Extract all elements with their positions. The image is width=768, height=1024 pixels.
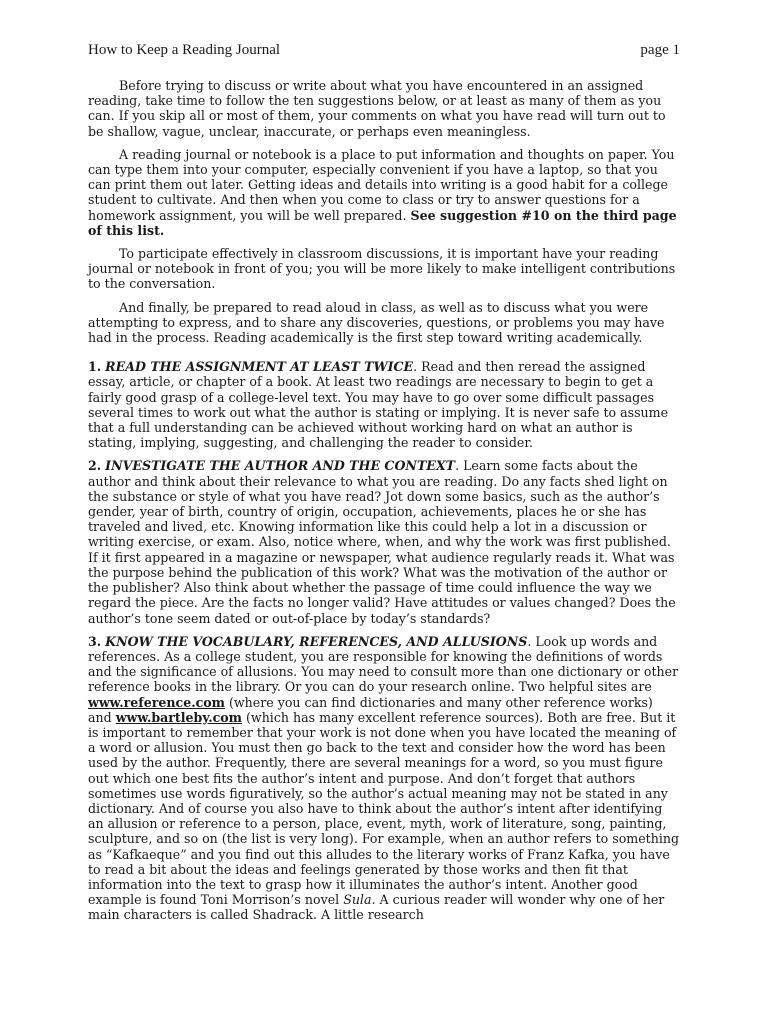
reference-link[interactable]: www.reference.com xyxy=(88,694,225,710)
intro-paragraph-2 xyxy=(88,147,680,238)
suggestion-1 xyxy=(88,359,680,450)
document-title: How to Keep a Reading Journal xyxy=(88,42,281,58)
bartleby-link[interactable]: www.bartleby.com xyxy=(115,709,242,725)
document-page xyxy=(88,40,680,931)
suggestion-3-body-3: (which has many excellent reference sources). Both are free. But it is important to remember that your work is not done when you have located the meaning of a word or allusion. You must then go back to the text and consider how the word has been used by the author. Frequently, there are several meanings for a word, so you must figure out which one best fits the author’s intent and purpose. And don’t forget that authors sometimes use words figuratively, so the author’s actual meaning may not be stated in any dictionary. And of course you also have to think about the author’s intent after identifying an allusion or reference to a person, place, event, myth, work of literature, song, painting, sculpture, and so on (the list is very long). For example, when an author refers to something as “Kafkaeque” and you find out this alludes to the literary works of Franz Kafka, you have to read a bit about the ideas and feelings generated by those works and then fit that information into the text to grasp how it illuminates the author’s intent. Another good example is found Toni Morrison’s novel xyxy=(88,709,680,908)
suggestion-1-body: . Read and then reread the assigned essay, article, or chapter of a book. At least two readings are necessary to begin to get a fairly good grasp of a college-level text. You may have to go over some difficult passages several times to work out what the author is stating or implying. It is never safe to assume that a full understanding can be achieved without working hard on what an author is stating, implying, suggesting, and challenging the reader to consider. xyxy=(88,359,669,451)
intro-paragraph-2-text: A reading journal or notebook is a place to put information and thoughts on paper. You can type them into your computer, especially convenient if you have a laptop, so that you can print them out later. Getting ideas and details into writing is a good habit for a college student to cultivate. And then when you come to class or try to answer questions for a homework assignment, you will be well prepared. xyxy=(88,146,675,223)
document-body xyxy=(88,78,680,923)
suggestion-3-number: 3. xyxy=(88,633,102,649)
suggestion-3-body-1: . Look up words and references. As a college student, you are responsible for knowing the definitions of words and the significance of allusions. You may need to consult more than one dictionary or other reference books in the library. Or you can do your research online. Two helpful sites are xyxy=(88,633,679,695)
suggestion-3-heading: KNOW THE VOCABULARY, REFERENCES, AND ALLUSIONS xyxy=(105,633,528,649)
intro-paragraph-4: And finally, be prepared to read aloud in class, as well as to discuss what you were attempting to express, and to share any discoveries, questions, or problems you may have had in the process. Reading academically is the first step toward writing academically. xyxy=(88,299,665,346)
suggestion-3-body-4: . A curious reader will wonder why one of her main characters is called Shadrack. A little research xyxy=(88,892,665,923)
suggestion-2 xyxy=(88,458,680,625)
intro-paragraph-1: Before trying to discuss or write about what you have encountered in an assigned reading, take time to follow the ten suggestions below, or at least as many of them as you can. If you skip all or most of them, your comments on what you have read will turn out to be shallow, vague, unclear, inaccurate, or perhaps even meaningless. xyxy=(88,78,666,139)
page-header xyxy=(88,40,680,60)
suggestion-3-body-2: (where you can find dictionaries and many other reference works) and xyxy=(88,694,653,725)
suggestion-2-heading: INVESTIGATE THE AUTHOR AND THE CONTEXT xyxy=(105,458,456,474)
sula-title: Sula xyxy=(343,892,372,908)
suggestion-1-number: 1. xyxy=(88,359,102,375)
suggestion-2-number: 2. xyxy=(88,458,102,474)
suggestion-3 xyxy=(88,634,680,923)
page-number: page 1 xyxy=(640,42,680,58)
intro-paragraph-2-note: See suggestion #10 on the third page of this list. xyxy=(88,207,677,238)
intro-paragraph-3: To participate effectively in classroom discussions, it is important have your reading journal or notebook in front of you; you will be more likely to make intelligent contributions to the conversation. xyxy=(88,246,676,292)
suggestion-1-heading: READ THE ASSIGNMENT AT LEAST TWICE xyxy=(105,359,414,375)
suggestion-2-body: . Learn some facts about the author and think about their relevance to what you are reading. Do any facts shed light on the substance or style of what you have read? Jot down some basics, such as the author’s gender, year of birth, country of origin, occupation, achievements, places he or she has traveled and lived, etc. Knowing information like this could help a lot in a discussion or writing exercise, or exam. Also, notice where, when, and why the work was first published. If it first appeared in a magazine or newspaper, what audience regularly reads it. What was the purpose behind the publication of this work? What was the motivation of the author or the publisher? Also think about whether the passage of time could influence the way we regard the piece. Are the facts no longer valid? Have attitudes or values changed? Does the author’s tone seem dated or out-of-place by today’s standards? xyxy=(88,458,676,626)
